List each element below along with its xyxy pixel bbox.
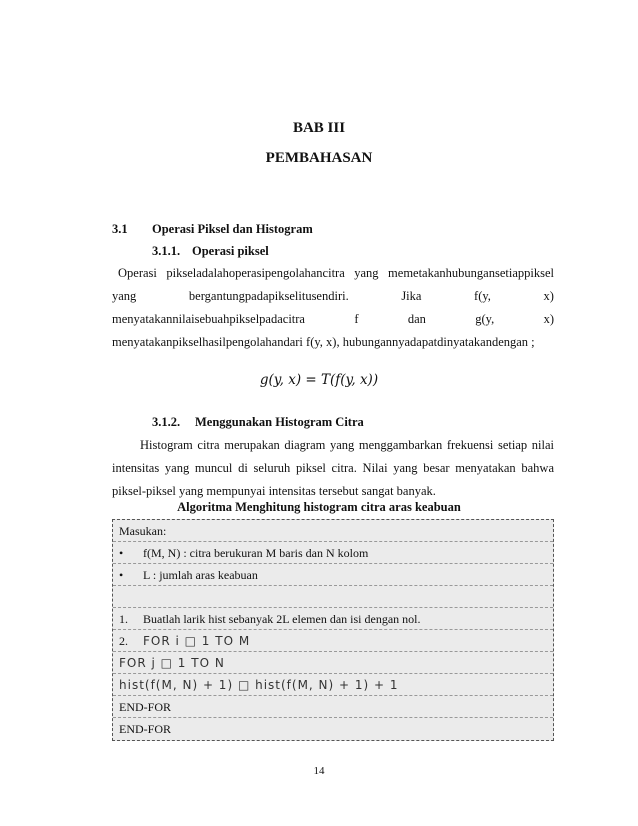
- word: x): [543, 289, 554, 303]
- section-title: Operasi Piksel dan Histogram: [152, 222, 313, 236]
- paragraph-line: menyatakanpikselhasilpengolahandari f(y, x), hubungannyadapatdinyatakandengan ;: [112, 335, 535, 349]
- paragraph-line: intensitas yang muncul di seluruh piksel citra. Nilai yang besar menyatakan bahwa: [112, 461, 554, 475]
- algorithm-row-text: f(M, N) : citra berukuran M baris dan N kolom: [143, 546, 369, 560]
- subsection-title: Operasi piksel: [192, 244, 269, 258]
- section-number: 3.1: [112, 222, 128, 236]
- paragraph-line: [112, 312, 554, 327]
- algorithm-row-text: FOR i □ 1 TO M: [143, 634, 251, 648]
- chapter-title: PEMBAHASAN: [265, 150, 373, 166]
- subsection-title: Menggunakan Histogram Citra: [195, 415, 364, 429]
- bullet: •: [119, 568, 124, 582]
- algorithm-row-text: Buatlah larik hist sebanyak 2L elemen dan isi dengan nol.: [143, 612, 421, 626]
- algorithm-row: [113, 696, 553, 718]
- subsection-number: 3.1.2.: [152, 415, 181, 429]
- algorithm-row-empty: [113, 586, 553, 608]
- algorithm-box: [112, 519, 554, 741]
- algorithm-row-text: FOR j □ 1 TO N: [119, 656, 225, 670]
- formula: g(y, x) = T(f(y, x)): [259, 372, 379, 388]
- algorithm-row-text: END-FOR: [119, 722, 172, 736]
- word: g(y,: [475, 312, 495, 326]
- word: yang: [354, 266, 379, 280]
- algorithm-row-text: END-FOR: [119, 700, 172, 714]
- paragraph-line: [112, 289, 554, 304]
- chapter-label: BAB III: [292, 120, 346, 136]
- algorithm-row: [113, 718, 553, 740]
- algorithm-row: [113, 564, 553, 586]
- page-number: 14: [313, 765, 325, 777]
- word: memetakanhubungansetiappiksel: [388, 266, 554, 280]
- word: menyatakannilaisebuahpikselpadacitra: [112, 312, 305, 326]
- algorithm-row: [113, 674, 553, 696]
- algorithm-row: [113, 608, 553, 630]
- subsection-number: 3.1.1.: [152, 244, 181, 258]
- algorithm-row: [113, 652, 553, 674]
- word: yang: [112, 289, 137, 303]
- word: Operasi: [118, 266, 157, 280]
- algorithm-row-text: Masukan:: [119, 524, 167, 538]
- algorithm-row-text: hist(f(M, N) + 1) □ hist(f(M, N) + 1) + 1: [119, 678, 399, 692]
- paragraph-line: piksel-piksel yang mempunyai intensitas tersebut sangat banyak.: [112, 484, 436, 498]
- algorithm-row: [113, 520, 553, 542]
- word: x): [543, 312, 554, 326]
- word: Jika: [401, 289, 422, 303]
- word: bergantungpadapikselitusendiri.: [188, 289, 349, 303]
- paragraph-line: Histogram citra merupakan diagram yang menggambarkan frekuensi setiap nilai: [140, 438, 554, 452]
- algorithm-row: [113, 542, 553, 564]
- word: dan: [407, 312, 426, 326]
- word: f(y,: [474, 289, 491, 303]
- algorithm-title: Algoritma Menghitung histogram citra aras keabuan: [177, 500, 461, 514]
- step-number: 1.: [119, 612, 128, 626]
- algorithm-row-text: L : jumlah aras keabuan: [143, 568, 258, 582]
- word: pikseladalahoperasipengolahancitra: [166, 266, 345, 280]
- bullet: •: [119, 546, 124, 560]
- step-number: 2.: [119, 634, 128, 648]
- paragraph-line: [118, 266, 554, 281]
- word: f: [354, 312, 359, 326]
- algorithm-row: [113, 630, 553, 652]
